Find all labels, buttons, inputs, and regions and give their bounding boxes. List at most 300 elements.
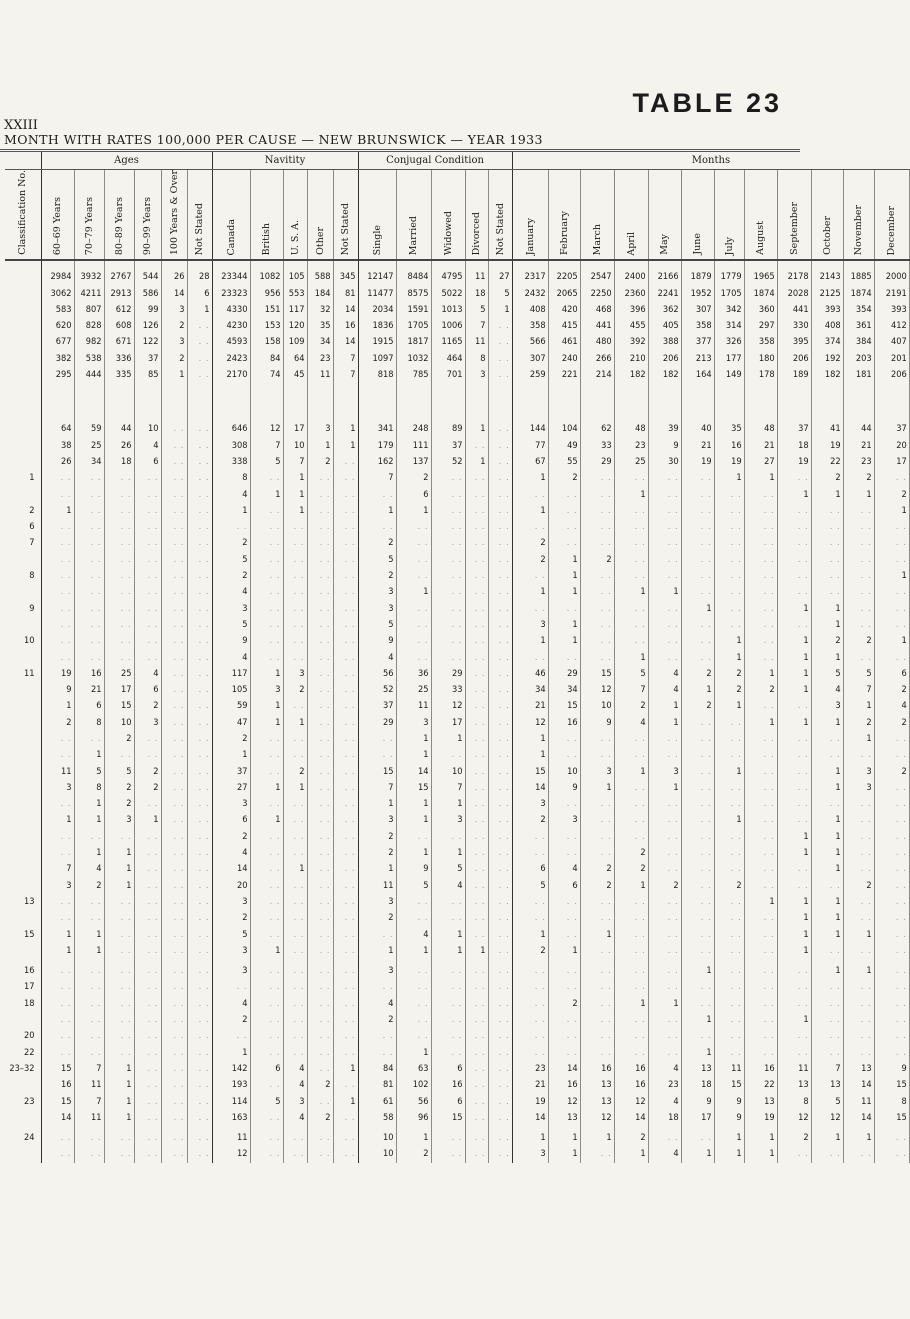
table-cell: 828 — [74, 318, 104, 334]
table-cell: 1 — [777, 1012, 811, 1028]
table-cell: 358 — [744, 334, 777, 350]
table-cell — [250, 979, 283, 995]
table-cell — [681, 763, 714, 779]
leader-dots: . . — [667, 1014, 679, 1026]
table-cell: 2 — [580, 552, 614, 568]
table-cell: 13 — [548, 1110, 580, 1126]
leader-dots: . . — [319, 765, 331, 777]
table-cell — [41, 470, 74, 486]
table-cell: 19 — [681, 454, 714, 470]
table-cell — [431, 470, 465, 486]
table-cell — [134, 1044, 161, 1060]
table-cell: 1 — [843, 926, 874, 942]
table-cell — [465, 1130, 488, 1146]
leader-dots: . . — [173, 781, 185, 793]
leader-dots: . . — [600, 570, 612, 582]
table-cell — [488, 861, 512, 877]
table-cell: 395 — [777, 334, 811, 350]
table-cell: 1 — [548, 552, 580, 568]
table-cell — [777, 1044, 811, 1060]
table-cell — [777, 812, 811, 828]
leader-dots: . . — [344, 944, 356, 956]
table-cell: 2 — [580, 878, 614, 894]
leader-dots: . . — [600, 944, 612, 956]
table-cell — [614, 1044, 648, 1060]
table-cell — [648, 845, 681, 861]
table-cell: 3 — [358, 600, 396, 616]
table-cell — [488, 584, 512, 600]
table-cell — [307, 894, 333, 910]
table-cell: 982 — [74, 334, 104, 350]
leader-dots: . . — [730, 553, 742, 565]
table-cell: 13 — [744, 1093, 777, 1109]
leader-dots: . . — [474, 863, 486, 875]
table-cell: 1 — [548, 617, 580, 633]
leader-dots: . . — [763, 928, 775, 940]
leader-dots: . . — [120, 830, 132, 842]
classification-cell — [5, 747, 41, 763]
table-cell: 47 — [212, 715, 250, 731]
table-cell — [431, 963, 465, 979]
table-cell — [283, 617, 307, 633]
leader-dots: . . — [269, 847, 281, 859]
leader-dots: . . — [147, 1062, 159, 1074]
table-cell — [488, 926, 512, 942]
table-cell: 1 — [512, 503, 548, 519]
table-cell — [358, 519, 396, 535]
leader-dots: . . — [173, 667, 185, 679]
table-cell — [41, 584, 74, 600]
table-cell: 5 — [811, 666, 843, 682]
leader-dots: . . — [474, 1132, 486, 1144]
table-cell: 14 — [843, 1110, 874, 1126]
table-cell — [307, 666, 333, 682]
table-cell: 701 — [431, 367, 465, 383]
table-cell: 2 — [358, 829, 396, 845]
leader-dots: . . — [829, 570, 841, 582]
table-row — [5, 1093, 909, 1109]
table-cell: 480 — [580, 334, 614, 350]
table-cell — [714, 996, 744, 1012]
column-header-single: Single — [371, 224, 383, 256]
leader-dots: . . — [293, 521, 305, 533]
leader-dots: . . — [198, 895, 210, 907]
table-cell: 2 — [307, 454, 333, 470]
leader-dots: . . — [198, 488, 210, 500]
table-cell — [874, 1028, 909, 1044]
table-cell — [714, 796, 744, 812]
table-cell: 1 — [777, 845, 811, 861]
table-cell — [431, 600, 465, 616]
column-header-january: January — [524, 217, 536, 256]
table-cell: 1 — [648, 996, 681, 1012]
leader-dots: . . — [319, 651, 331, 663]
table-cell — [161, 1012, 187, 1028]
leader-dots: . . — [344, 895, 356, 907]
table-cell — [614, 894, 648, 910]
table-row — [5, 269, 909, 285]
leader-dots: . . — [269, 997, 281, 1009]
table-cell — [307, 1028, 333, 1044]
leader-dots: . . — [566, 847, 578, 859]
table-cell: 11 — [74, 1110, 104, 1126]
leader-dots: . . — [173, 716, 185, 728]
table-cell — [488, 334, 512, 350]
table-cell — [744, 617, 777, 633]
table-cell — [283, 747, 307, 763]
table-cell — [614, 535, 648, 551]
leader-dots: . . — [730, 618, 742, 630]
table-cell: 193 — [212, 1077, 250, 1093]
table-cell — [74, 584, 104, 600]
table-cell — [250, 584, 283, 600]
leader-dots: . . — [895, 781, 907, 793]
table-cell — [74, 649, 104, 665]
table-cell — [843, 894, 874, 910]
table-cell — [283, 894, 307, 910]
leader-dots: . . — [293, 732, 305, 744]
table-cell: 3 — [134, 715, 161, 731]
leader-dots: . . — [173, 684, 185, 696]
table-cell: 259 — [512, 367, 548, 383]
leader-dots: . . — [147, 553, 159, 565]
table-cell: 18 — [777, 438, 811, 454]
leader-dots: . . — [700, 570, 712, 582]
table-cell — [681, 845, 714, 861]
leader-dots: . . — [498, 732, 510, 744]
table-cell — [104, 963, 134, 979]
classification-cell — [5, 845, 41, 861]
table-cell: 1 — [811, 763, 843, 779]
table-cell: 1 — [811, 812, 843, 828]
table-cell — [333, 747, 358, 763]
table-cell: 9 — [396, 861, 431, 877]
leader-dots: . . — [319, 1095, 331, 1107]
leader-dots: . . — [797, 981, 809, 993]
table-cell: 1 — [396, 845, 431, 861]
table-cell — [283, 878, 307, 894]
table-cell — [161, 845, 187, 861]
table-cell — [744, 486, 777, 502]
leader-dots: . . — [319, 635, 331, 647]
table-cell — [614, 1028, 648, 1044]
table-cell — [104, 926, 134, 942]
table-cell: 21 — [744, 438, 777, 454]
column-header — [548, 170, 580, 261]
leader-dots: . . — [498, 1111, 510, 1123]
table-cell: 1 — [396, 1130, 431, 1146]
leader-dots: . . — [730, 981, 742, 993]
table-cell — [811, 568, 843, 584]
table-cell — [614, 829, 648, 845]
table-row — [5, 318, 909, 334]
table-cell — [250, 731, 283, 747]
table-cell: 412 — [874, 318, 909, 334]
leader-dots: . . — [829, 1014, 841, 1026]
table-cell: 455 — [614, 318, 648, 334]
table-row — [5, 780, 909, 796]
leader-dots: . . — [566, 912, 578, 924]
table-cell: 10 — [358, 1130, 396, 1146]
table-cell — [874, 894, 909, 910]
table-cell — [283, 926, 307, 942]
leader-dots: . . — [730, 847, 742, 859]
table-cell — [187, 780, 212, 796]
table-cell — [41, 910, 74, 926]
table-cell: 2 — [681, 698, 714, 714]
table-cell — [307, 698, 333, 714]
table-cell: 5022 — [431, 285, 465, 301]
table-cell — [187, 367, 212, 383]
table-cell — [431, 979, 465, 995]
leader-dots: . . — [451, 1014, 463, 1026]
leader-dots: . . — [120, 928, 132, 940]
table-cell — [187, 1146, 212, 1162]
leader-dots: . . — [173, 521, 185, 533]
leader-dots: . . — [269, 1046, 281, 1058]
leader-dots: . . — [763, 912, 775, 924]
table-cell: 9 — [580, 715, 614, 731]
table-cell — [614, 519, 648, 535]
leader-dots: . . — [198, 553, 210, 565]
table-cell — [811, 878, 843, 894]
table-cell — [358, 731, 396, 747]
table-cell — [283, 649, 307, 665]
table-cell — [307, 996, 333, 1012]
table-cell: 3 — [548, 812, 580, 828]
table-cell — [843, 910, 874, 926]
table-cell — [187, 698, 212, 714]
table-cell: 5 — [811, 1093, 843, 1109]
table-cell: 2 — [104, 731, 134, 747]
table-cell — [396, 600, 431, 616]
table-cell: 99 — [134, 302, 161, 318]
leader-dots: . . — [417, 1014, 429, 1026]
leader-dots: . . — [730, 537, 742, 549]
table-row — [5, 894, 909, 910]
table-cell: 392 — [614, 334, 648, 350]
table-cell — [777, 584, 811, 600]
table-cell — [548, 747, 580, 763]
table-cell — [134, 1110, 161, 1126]
table-cell: 77 — [512, 438, 548, 454]
leader-dots: . . — [293, 651, 305, 663]
leader-dots: . . — [474, 586, 486, 598]
table-cell — [187, 351, 212, 367]
table-cell: 1006 — [431, 318, 465, 334]
table-cell: 2423 — [212, 351, 250, 367]
leader-dots: . . — [829, 1148, 841, 1160]
leader-dots: . . — [198, 651, 210, 663]
table-cell — [465, 682, 488, 698]
table-cell: 189 — [777, 367, 811, 383]
column-header-december: December — [886, 205, 898, 256]
leader-dots: . . — [451, 586, 463, 598]
table-cell: 1 — [41, 812, 74, 828]
leader-dots: . . — [763, 1030, 775, 1042]
leader-dots: . . — [498, 981, 510, 993]
table-cell: 2 — [161, 318, 187, 334]
table-cell: 1 — [777, 894, 811, 910]
leader-dots: . . — [344, 700, 356, 712]
table-cell — [307, 470, 333, 486]
leader-dots: . . — [382, 928, 394, 940]
leader-dots: . . — [147, 586, 159, 598]
column-header — [811, 170, 843, 261]
table-cell: 15 — [580, 666, 614, 682]
table-cell — [744, 649, 777, 665]
table-cell: 8 — [777, 1093, 811, 1109]
table-cell: 14 — [41, 1110, 74, 1126]
table-cell — [187, 731, 212, 747]
leader-dots: . . — [344, 1030, 356, 1042]
table-cell: 8 — [74, 780, 104, 796]
classification-cell: 13 — [5, 894, 41, 910]
table-cell — [488, 979, 512, 995]
table-cell — [614, 617, 648, 633]
leader-dots: . . — [895, 1046, 907, 1058]
leader-dots: . . — [667, 847, 679, 859]
table-cell: 586 — [134, 285, 161, 301]
table-row — [5, 1110, 909, 1126]
table-cell — [187, 926, 212, 942]
table-cell: 1 — [512, 633, 548, 649]
table-cell — [161, 763, 187, 779]
table-cell — [333, 1110, 358, 1126]
leader-dots: . . — [860, 586, 872, 598]
table-cell: 58 — [358, 1110, 396, 1126]
table-cell — [843, 861, 874, 877]
leader-dots: . . — [293, 997, 305, 1009]
leader-dots: . . — [319, 700, 331, 712]
leader-dots: . . — [319, 749, 331, 761]
table-cell — [681, 780, 714, 796]
table-cell: 15 — [874, 1110, 909, 1126]
table-cell — [488, 1061, 512, 1077]
leader-dots: . . — [534, 965, 546, 977]
table-cell: 33 — [580, 438, 614, 454]
table-cell: 14 — [548, 1061, 580, 1077]
table-cell: 17 — [104, 682, 134, 698]
leader-dots: . . — [173, 651, 185, 663]
leader-dots: . . — [634, 912, 646, 924]
table-cell: 1 — [283, 861, 307, 877]
leader-dots: . . — [90, 981, 102, 993]
leader-dots: . . — [566, 504, 578, 516]
table-cell: 10 — [104, 715, 134, 731]
table-cell — [681, 926, 714, 942]
group-months: Months — [512, 152, 909, 170]
table-cell: 10 — [358, 1146, 396, 1162]
table-cell — [811, 731, 843, 747]
column-header — [333, 170, 358, 261]
table-cell — [512, 996, 548, 1012]
table-cell: 117 — [283, 302, 307, 318]
leader-dots: . . — [860, 830, 872, 842]
classification-cell — [5, 1077, 41, 1093]
leader-dots: . . — [634, 928, 646, 940]
table-cell: 3 — [283, 1093, 307, 1109]
leader-dots: . . — [269, 521, 281, 533]
leader-dots: . . — [382, 488, 394, 500]
table-cell — [681, 519, 714, 535]
table-row — [5, 617, 909, 633]
table-cell: 16 — [74, 666, 104, 682]
table-cell — [307, 1044, 333, 1060]
table-cell — [104, 470, 134, 486]
column-header — [5, 170, 41, 261]
table-cell: 7 — [614, 682, 648, 698]
leader-dots: . . — [344, 1132, 356, 1144]
leader-dots: . . — [120, 944, 132, 956]
table-cell — [488, 763, 512, 779]
leader-dots: . . — [498, 749, 510, 761]
leader-dots: . . — [763, 981, 775, 993]
table-cell: 354 — [843, 302, 874, 318]
leader-dots: . . — [120, 997, 132, 1009]
leader-dots: . . — [344, 537, 356, 549]
table-cell: 1 — [250, 715, 283, 731]
table-cell: 1 — [811, 829, 843, 845]
leader-dots: . . — [60, 912, 72, 924]
leader-dots: . . — [763, 537, 775, 549]
table-cell: 22 — [744, 1077, 777, 1093]
leader-dots: . . — [269, 1132, 281, 1144]
leader-dots: . . — [534, 981, 546, 993]
leader-dots: . . — [474, 700, 486, 712]
leader-dots: . . — [147, 749, 159, 761]
leader-dots: . . — [344, 879, 356, 891]
table-row — [5, 796, 909, 812]
leader-dots: . . — [763, 781, 775, 793]
leader-dots: . . — [498, 618, 510, 630]
leader-dots: . . — [566, 895, 578, 907]
table-cell — [333, 861, 358, 877]
leader-dots: . . — [474, 488, 486, 500]
table-cell: 9 — [548, 780, 580, 796]
leader-dots: . . — [269, 570, 281, 582]
table-cell — [811, 584, 843, 600]
table-cell — [874, 861, 909, 877]
table-cell: 3 — [396, 715, 431, 731]
leader-dots: . . — [829, 1030, 841, 1042]
table-cell — [512, 963, 548, 979]
table-cell: 111 — [396, 438, 431, 454]
table-cell: 19 — [777, 454, 811, 470]
leader-dots: . . — [293, 1046, 305, 1058]
leader-dots: . . — [860, 944, 872, 956]
leader-dots: . . — [90, 504, 102, 516]
table-cell: 7 — [465, 318, 488, 334]
table-cell — [250, 845, 283, 861]
table-row — [5, 1146, 909, 1162]
leader-dots: . . — [895, 965, 907, 977]
table-cell — [648, 568, 681, 584]
column-header — [134, 170, 161, 261]
table-cell — [465, 584, 488, 600]
table-cell — [41, 1028, 74, 1044]
table-cell — [681, 649, 714, 665]
leader-dots: . . — [319, 537, 331, 549]
leader-dots: . . — [634, 504, 646, 516]
table-cell: 13 — [681, 1061, 714, 1077]
leader-dots: . . — [566, 537, 578, 549]
table-cell — [187, 845, 212, 861]
table-cell — [307, 649, 333, 665]
table-cell: 3 — [843, 763, 874, 779]
classification-cell — [5, 302, 41, 318]
table-cell — [744, 943, 777, 959]
